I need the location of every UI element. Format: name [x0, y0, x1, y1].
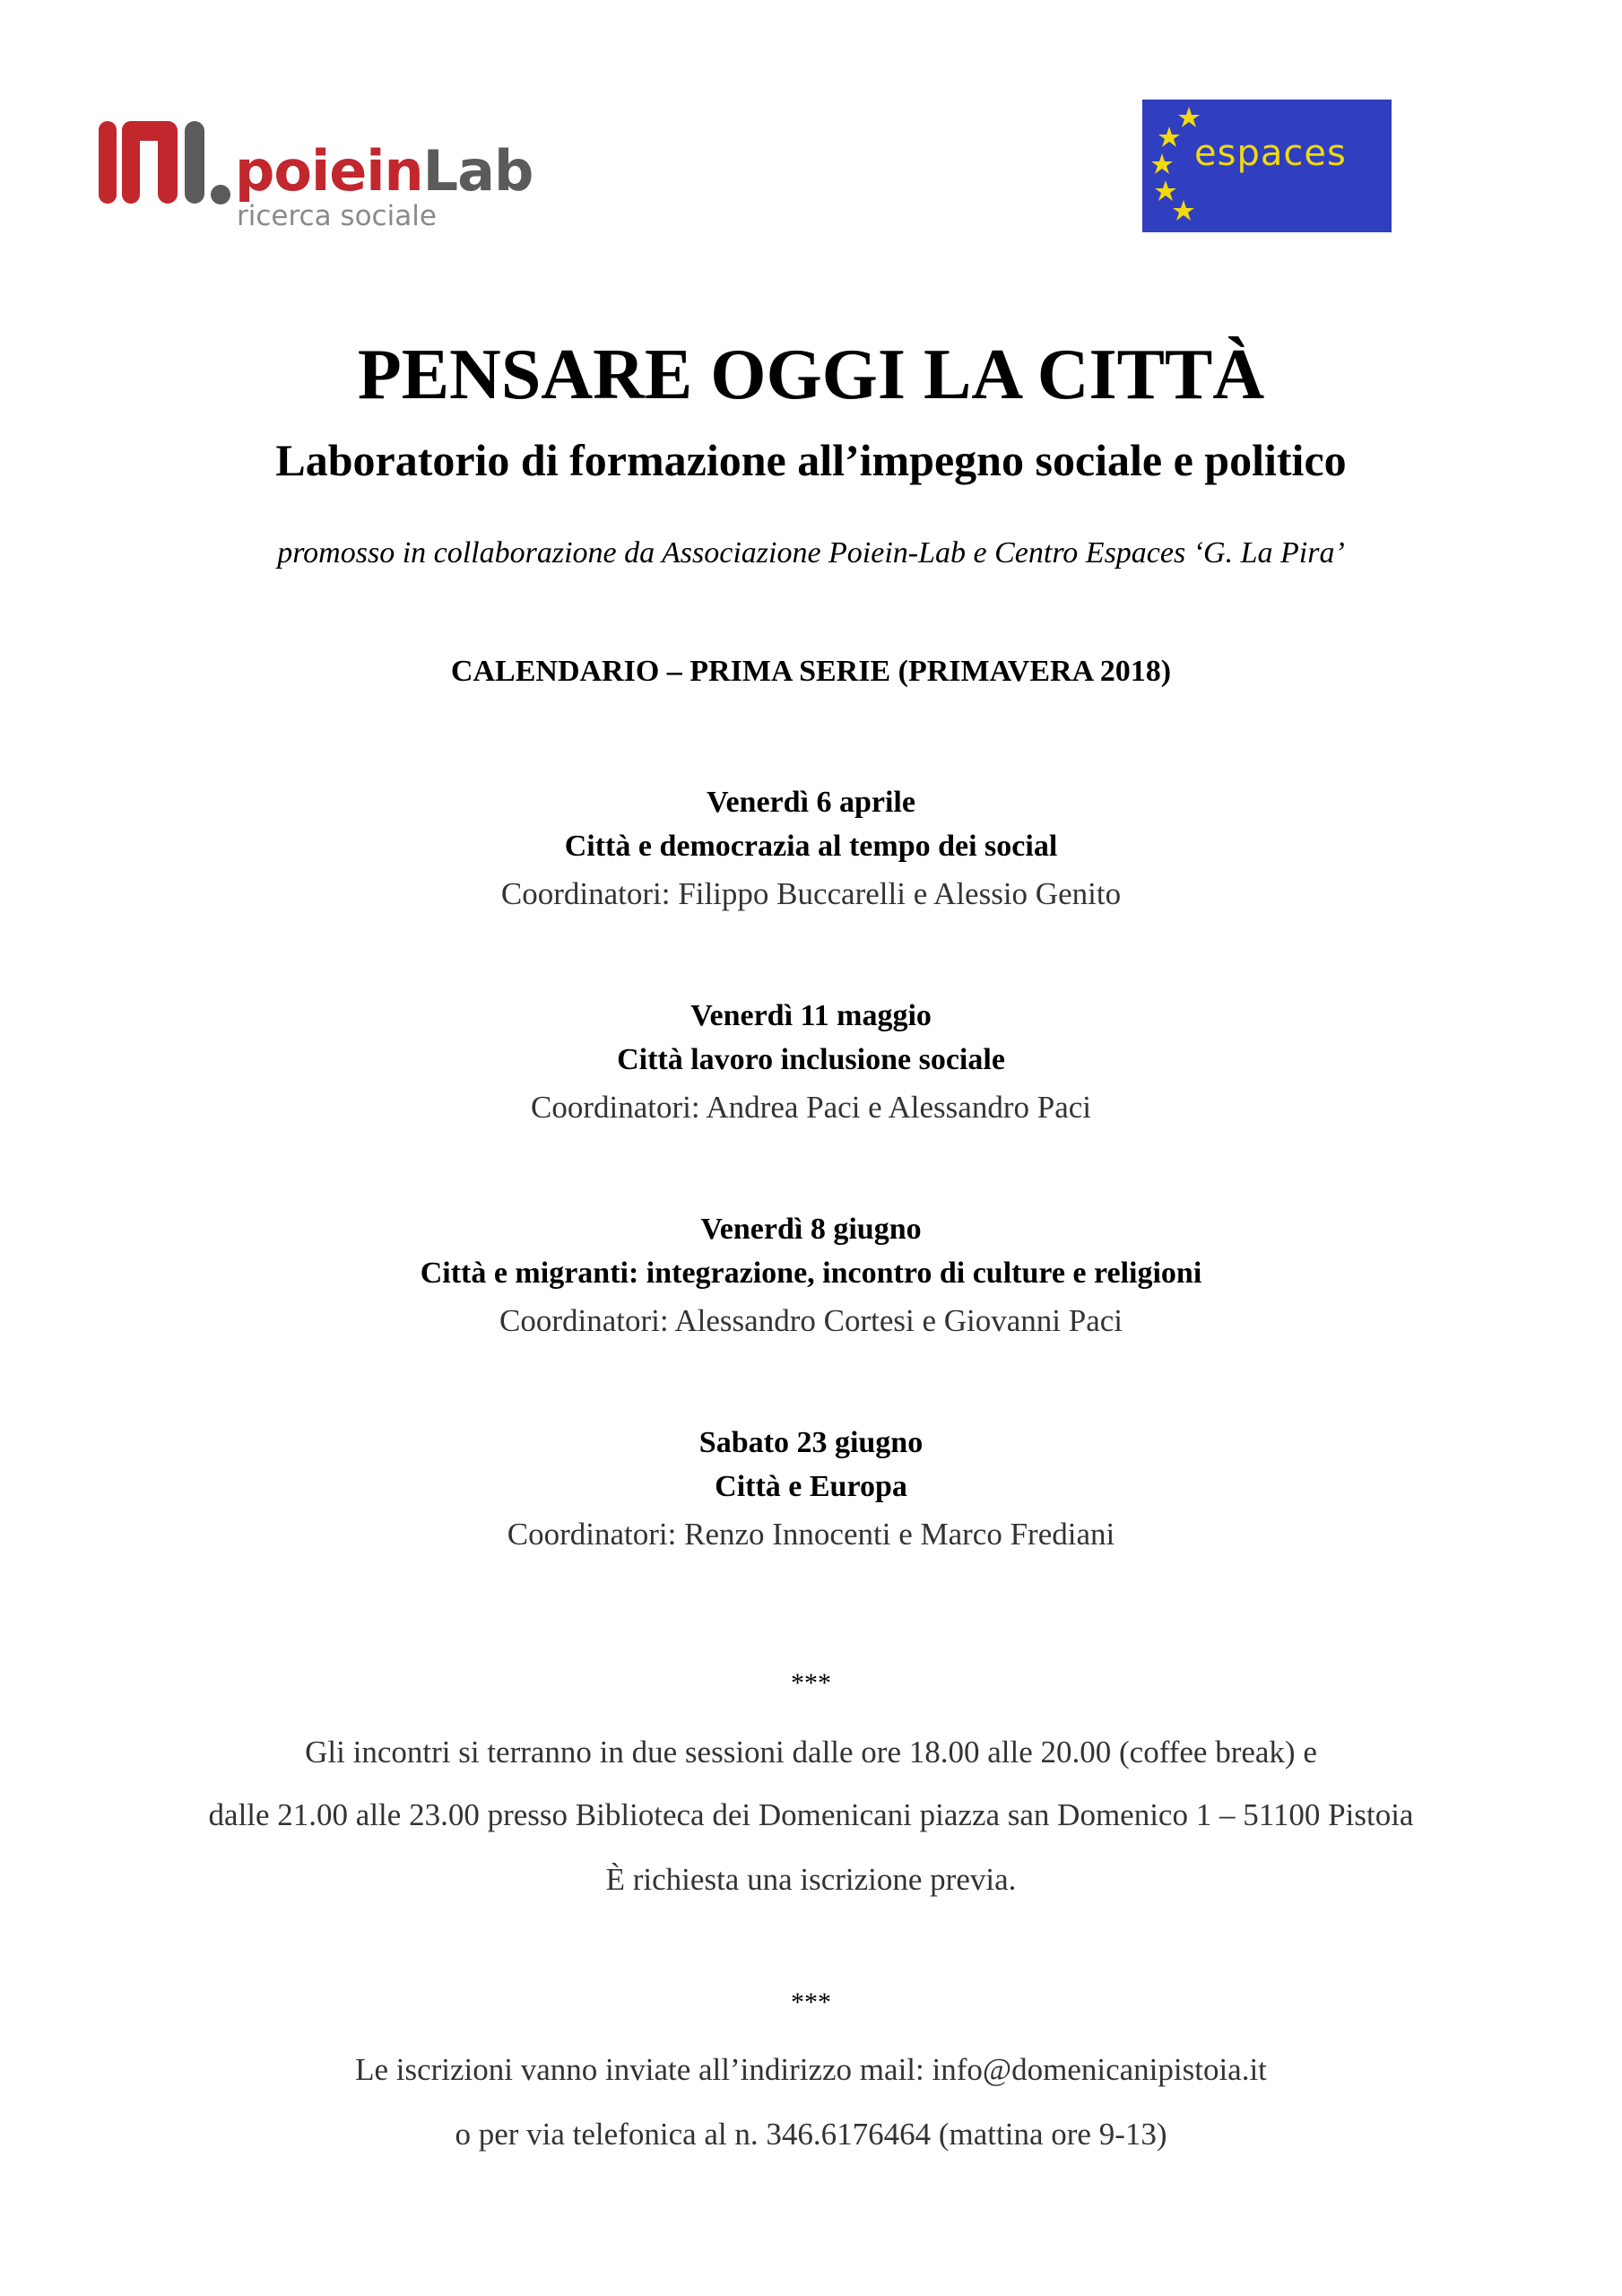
event-coordinators: Coordinatori: Alessandro Cortesi e Giovanni Paci [499, 1303, 1123, 1338]
separator: *** [791, 1987, 831, 2017]
event-item [0, 780, 1622, 920]
event-date: Sabato 23 giugno [698, 1426, 924, 1459]
page-subtitle: Laboratorio di formazione all’impegno sociale e politico [275, 435, 1347, 485]
calendar-heading: CALENDARIO – PRIMA SERIE (PRIMAVERA 2018) [450, 655, 1172, 688]
event-topic: Città lavoro inclusione sociale [617, 1043, 1005, 1076]
poieinlab-wordmark: poieinLab [235, 138, 533, 204]
event-item [0, 994, 1622, 1134]
espaces-logo [1142, 100, 1392, 232]
event-coordinators: Coordinatori: Renzo Innocenti e Marco Frediani [507, 1517, 1115, 1552]
event-topic: Città e migranti: integrazione, incontro di culture e religioni [420, 1257, 1202, 1290]
page-title: PENSARE OGGI LA CITTÀ [357, 335, 1265, 414]
poieinlab-logo [99, 117, 533, 233]
event-topic: Città e Europa [715, 1470, 907, 1503]
event-date: Venerdì 11 maggio [690, 999, 932, 1032]
event-item [0, 1421, 1622, 1561]
registration-line-2: o per via telefonica al n. 346.6176464 (mattina ore 9-13) [455, 2117, 1167, 2152]
poieinlab-mark-icon [99, 117, 233, 233]
event-topic: Città e democrazia al tempo dei social [564, 830, 1058, 863]
event-coordinators: Coordinatori: Filippo Buccarelli e Alessio Genito [500, 876, 1122, 911]
espaces-wordmark: espaces [1194, 133, 1347, 174]
event-coordinators: Coordinatori: Andrea Paci e Alessandro Paci [531, 1090, 1091, 1125]
event-date: Venerdì 6 aprile [707, 786, 915, 819]
registration-line-1: Le iscrizioni vanno inviate all’indirizzo mail: info@domenicanipistoia.it [355, 2052, 1267, 2087]
sessions-line-1: Gli incontri si terranno in due sessioni dalle ore 18.00 alle 20.00 (coffee break) e [305, 1735, 1317, 1770]
event-item [0, 1207, 1622, 1347]
promoted-by-line: promosso in collaborazione da Associazione Poiein-Lab e Centro Espaces ‘G. La Pira’ [277, 536, 1345, 570]
event-date: Venerdì 8 giugno [700, 1213, 922, 1246]
separator: *** [791, 1668, 831, 1698]
poieinlab-tagline: ricerca sociale [237, 200, 437, 232]
sessions-line-3: È richiesta una iscrizione previa. [605, 1862, 1017, 1897]
sessions-line-2: dalle 21.00 alle 23.00 presso Biblioteca dei Domenicani piazza san Domenico 1 – 51100 Pistoia [208, 1797, 1414, 1832]
